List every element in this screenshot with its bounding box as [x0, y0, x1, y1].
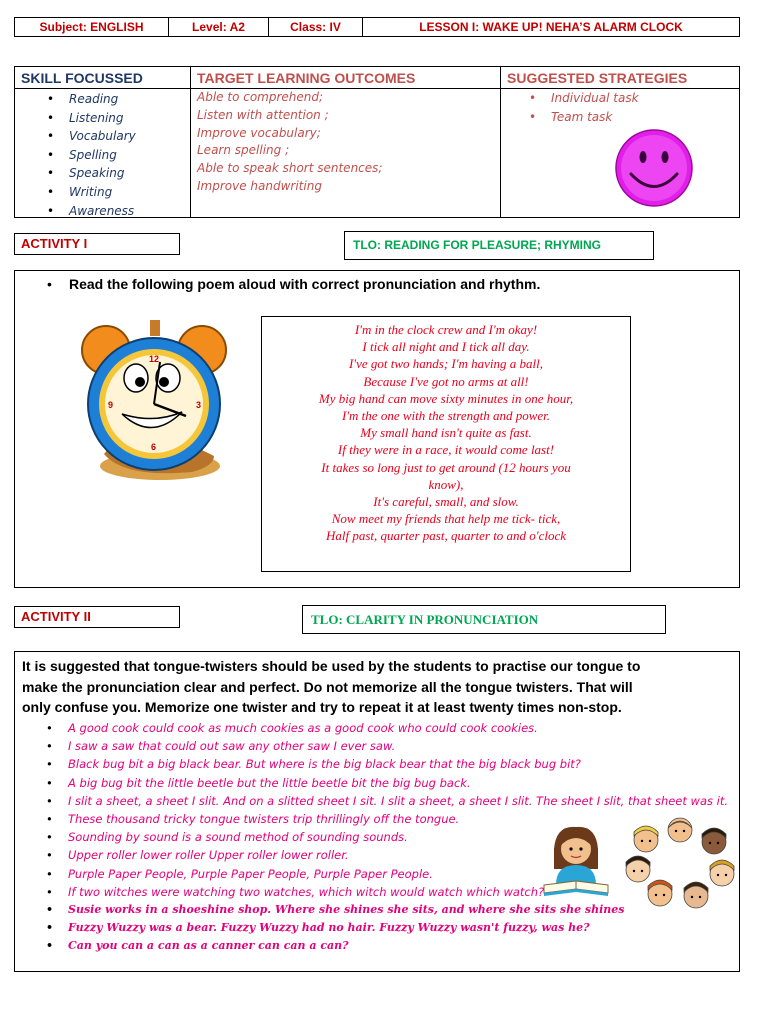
- poem-box: [261, 316, 631, 572]
- list-item: Improve vocabulary;: [197, 125, 321, 140]
- svg-text:3: 3: [196, 400, 202, 410]
- list-item: Able to speak short sentences;: [197, 161, 383, 176]
- reading-girl-illustration: [540, 825, 612, 899]
- smiley-face-icon: [613, 127, 695, 209]
- list-item: Listen with attention ;: [197, 107, 329, 122]
- activity-1-instruction: Read the following poem aloud with correct pronunciation and rhythm.: [69, 276, 541, 292]
- outcomes-heading: TARGET LEARNING OUTCOMES: [191, 67, 500, 89]
- svg-text:6: 6: [151, 442, 157, 452]
- list-item: • Fuzzy Wuzzy was a bear. Fuzzy Wuzzy had no hair. Fuzzy Wuzzy wasn't fuzzy, was he?: [14, 919, 732, 937]
- activity-2-intro: [22, 656, 734, 718]
- poem-line: I'm in the clock crew and I'm okay!: [354, 322, 538, 337]
- skills-column: [15, 67, 191, 217]
- list-item: Able to comprehend;: [197, 90, 324, 104]
- list-item: • Can you can a can as a canner can can a can?: [14, 937, 732, 955]
- list-item: Improve handwriting: [197, 178, 322, 193]
- lesson-overview-table: [14, 66, 740, 218]
- strategies-column: [501, 67, 739, 217]
- poem-line: It's careful, small, and slow.: [373, 494, 519, 510]
- list-item: • Speaking: [15, 164, 190, 183]
- list-item: • Reading: [15, 90, 190, 109]
- list-item: • Upper roller lower roller Upper roller lower roller.: [14, 846, 732, 864]
- poem-line: Half past, quarter past, quarter to and o'clock: [325, 528, 567, 544]
- poem-line: My big hand can move sixty minutes in one hour,: [318, 390, 574, 406]
- intro-line: only confuse you. Memorize one twister and try to repeat it at least twenty times non-stop.: [22, 699, 622, 715]
- list-item: • Awareness: [15, 202, 190, 221]
- lesson-title-cell: LESSON I: WAKE UP! NEHA’S ALARM CLOCK: [419, 20, 683, 34]
- activity-2-tlo: TLO: CLARITY IN PRONUNCIATION: [302, 605, 666, 634]
- list-item: • Individual task: [501, 89, 739, 108]
- poem-line: My small hand isn't quite as fast.: [360, 425, 532, 441]
- outcomes-list: [191, 89, 500, 196]
- list-item: • Spelling: [15, 146, 190, 165]
- list-item: • Black bug bit a big black bear. But where is the big black bear that the big black bug bit?: [14, 755, 732, 773]
- poem-line: Because I've got no arms at all!: [363, 373, 529, 389]
- svg-text:12: 12: [149, 354, 160, 364]
- poem-line: If they were in a race, it would come last!: [337, 442, 555, 458]
- level-cell: Level: A2: [169, 18, 269, 36]
- class-cell: Class: IV: [269, 18, 363, 36]
- svg-text:9: 9: [108, 400, 114, 410]
- alarm-clock-illustration: [64, 316, 232, 486]
- strategies-list: [501, 89, 739, 126]
- bullet: •: [47, 276, 52, 292]
- list-item: • Writing: [15, 183, 190, 202]
- list-item: Learn spelling ;: [197, 143, 290, 158]
- list-item: • If two witches were watching two watches, which witch would watch which watch?: [14, 883, 732, 901]
- subject-cell: Subject: ENGLISH: [15, 18, 169, 36]
- skills-list: [15, 89, 190, 220]
- outcomes-column: [191, 67, 501, 217]
- list-item: • Vocabulary: [15, 127, 190, 146]
- poem-line: It takes so long just to get around (12 hours you: [321, 459, 571, 475]
- children-circle-illustration: [622, 814, 740, 910]
- strategies-heading: SUGGESTED STRATEGIES: [501, 67, 739, 89]
- list-item: • These thousand tricky tongue twisters trip thrillingly off the tongue.: [14, 810, 732, 828]
- poem-line: Now meet my friends that help me tick- tick,: [331, 511, 561, 527]
- intro-line: make the pronunciation clear and perfect. Do not memorize all the tongue twisters. That will: [22, 678, 633, 695]
- list-item: • A big bug bit the little beetle but the little beetle bit the big bug back.: [14, 774, 732, 792]
- activity-1-tlo: TLO: READING FOR PLEASURE; RHYMING: [344, 231, 654, 260]
- poem-line: I've got two hands; I'm having a ball,: [348, 356, 544, 372]
- lesson-header: [14, 17, 740, 37]
- list-item: • Team task: [501, 108, 739, 127]
- intro-line: It is suggested that tongue-twisters should be used by the students to practise our tongue to: [22, 658, 641, 674]
- list-item: • Listening: [15, 109, 190, 128]
- poem-line: I tick all night and I tick all day.: [362, 339, 530, 355]
- poem-line: know),: [428, 476, 464, 492]
- list-item: • Purple Paper People, Purple Paper People, Purple Paper People.: [14, 865, 732, 883]
- list-item: • I slit a sheet, a sheet I slit. And on a slitted sheet I sit. I slit a sheet, a sheet I slit. The sheet I slit, that sheet was it.: [14, 792, 732, 810]
- poem-line: I'm the one with the strength and power.: [341, 408, 551, 424]
- list-item: • Sounding by sound is a sound method of sounding sounds.: [14, 828, 732, 846]
- list-item: • A good cook could cook as much cookies as a good cook who could cook cookies.: [14, 719, 732, 737]
- skills-heading: SKILL FOCUSSED: [15, 67, 190, 89]
- list-item: • Susie works in a shoeshine shop. Where she shines she sits, and where she sits she shines: [14, 901, 732, 919]
- activity-1-label: ACTIVITY I: [14, 233, 180, 255]
- list-item: • I saw a saw that could out saw any other saw I ever saw.: [14, 737, 732, 755]
- activity-2-label: ACTIVITY II: [14, 606, 180, 628]
